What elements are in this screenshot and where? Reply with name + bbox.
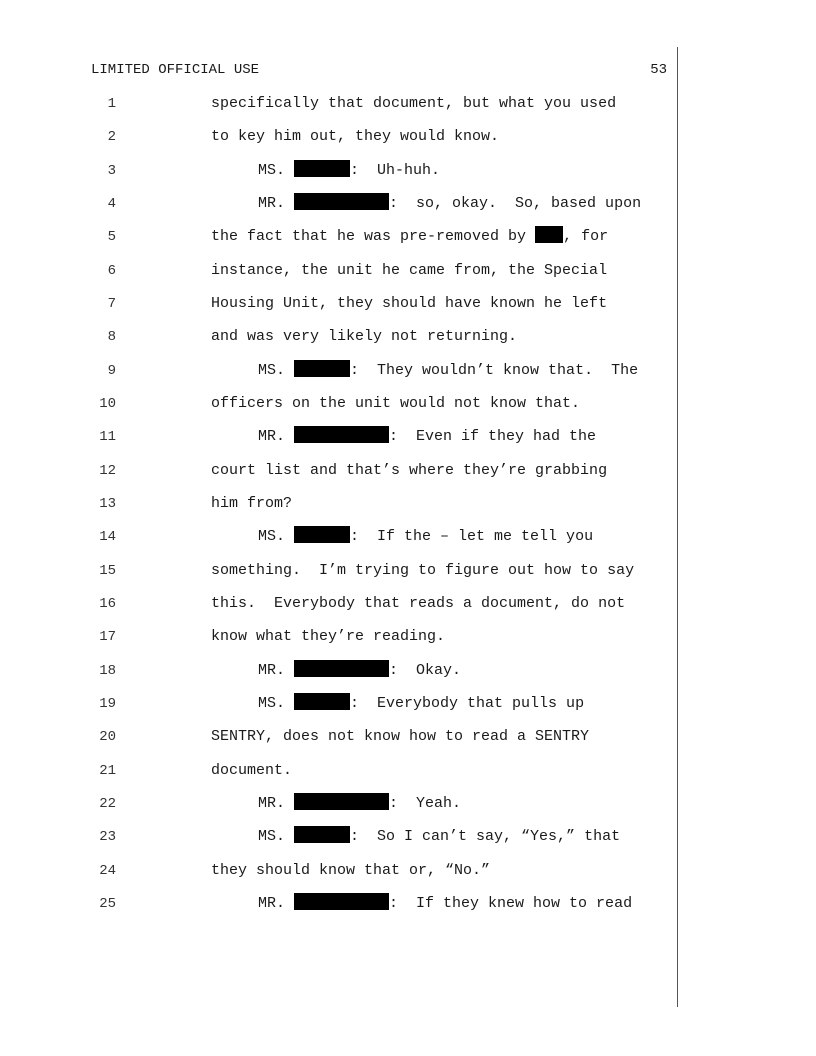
speaker-separator: : xyxy=(389,428,417,445)
line-number: 9 xyxy=(107,363,116,379)
line-number: 19 xyxy=(99,696,116,712)
transcript-line xyxy=(0,326,677,348)
transcript-line xyxy=(0,260,677,282)
speaker-line xyxy=(258,426,596,448)
speaker-separator: : xyxy=(350,528,378,545)
transcript-line xyxy=(0,793,677,815)
speaker-separator: : xyxy=(350,828,378,845)
line-number: 1 xyxy=(107,96,116,112)
classification-header: LIMITED OFFICIAL USE xyxy=(91,62,260,78)
speaker-title: MR. xyxy=(258,795,295,812)
transcript-line xyxy=(0,826,677,848)
transcript-line xyxy=(0,193,677,215)
speaker-title: MS. xyxy=(258,162,295,179)
line-text: If the – let me tell you xyxy=(377,528,594,545)
line-text: document. xyxy=(211,762,293,779)
speaker-title: MR. xyxy=(258,428,295,445)
transcript-line xyxy=(0,693,677,715)
line-number: 2 xyxy=(107,129,116,145)
redaction-box xyxy=(294,793,389,810)
speaker-title: MS. xyxy=(258,528,295,545)
speaker-separator: : xyxy=(350,362,378,379)
line-number: 4 xyxy=(107,196,116,212)
line-text: and was very likely not returning. xyxy=(211,328,518,345)
line-text-with-redaction xyxy=(211,226,608,248)
transcript-line xyxy=(0,360,677,382)
redaction-box xyxy=(294,893,389,910)
transcript-line xyxy=(0,726,677,748)
speaker-separator: : xyxy=(389,895,417,912)
transcript-line xyxy=(0,560,677,582)
line-text: So I can’t say, “Yes,” that xyxy=(377,828,621,845)
line-number: 25 xyxy=(99,896,116,912)
speaker-separator: : xyxy=(389,662,417,679)
speaker-line xyxy=(258,360,638,382)
line-text: Even if they had the xyxy=(416,428,597,445)
line-number: 12 xyxy=(99,463,116,479)
transcript-line xyxy=(0,393,677,415)
line-text: know what they’re reading. xyxy=(211,628,446,645)
line-number: 18 xyxy=(99,663,116,679)
speaker-title: MR. xyxy=(258,195,295,212)
transcript-line xyxy=(0,660,677,682)
speaker-line xyxy=(258,893,632,915)
transcript-line xyxy=(0,626,677,648)
transcript-line xyxy=(0,226,677,248)
speaker-line xyxy=(258,160,440,182)
redaction-box xyxy=(294,360,350,377)
line-number: 20 xyxy=(99,729,116,745)
line-text: this. Everybody that reads a document, do not xyxy=(211,595,626,612)
speaker-line xyxy=(258,793,461,815)
line-text: to key him out, they would know. xyxy=(211,128,500,145)
speaker-line xyxy=(258,526,593,548)
line-number: 5 xyxy=(107,229,116,245)
line-text: Okay. xyxy=(416,662,462,679)
line-text: instance, the unit he came from, the Special xyxy=(211,262,608,279)
line-number: 15 xyxy=(99,563,116,579)
line-text: they should know that or, “No.” xyxy=(211,862,491,879)
line-text: so, okay. So, based upon xyxy=(416,195,642,212)
line-number: 23 xyxy=(99,829,116,845)
redaction-box xyxy=(294,193,389,210)
speaker-separator: : xyxy=(350,695,378,712)
line-text: court list and that’s where they’re grabbing xyxy=(211,462,608,479)
transcript-line xyxy=(0,460,677,482)
line-text: , for xyxy=(563,228,609,245)
line-number: 14 xyxy=(99,529,116,545)
page-number: 53 xyxy=(650,62,667,78)
line-text: Yeah. xyxy=(416,795,462,812)
transcript-line xyxy=(0,93,677,115)
transcript-line xyxy=(0,160,677,182)
line-number: 7 xyxy=(107,296,116,312)
transcript-line xyxy=(0,893,677,915)
speaker-separator: : xyxy=(389,795,417,812)
line-number: 16 xyxy=(99,596,116,612)
transcript-line xyxy=(0,593,677,615)
redaction-box xyxy=(294,693,350,710)
transcript-line xyxy=(0,760,677,782)
transcript-line xyxy=(0,426,677,448)
transcript-line xyxy=(0,860,677,882)
line-number: 17 xyxy=(99,629,116,645)
speaker-title: MS. xyxy=(258,828,295,845)
line-text: something. I’m trying to figure out how to say xyxy=(211,562,635,579)
line-text: Housing Unit, they should have known he left xyxy=(211,295,608,312)
line-text: Uh-huh. xyxy=(377,162,441,179)
speaker-title: MS. xyxy=(258,362,295,379)
line-number: 3 xyxy=(107,163,116,179)
speaker-line xyxy=(258,660,461,682)
line-text: specifically that document, but what you used xyxy=(211,95,617,112)
line-number: 6 xyxy=(107,263,116,279)
transcript-line xyxy=(0,526,677,548)
line-number: 21 xyxy=(99,763,116,779)
speaker-title: MR. xyxy=(258,662,295,679)
line-number: 24 xyxy=(99,863,116,879)
transcript-line xyxy=(0,493,677,515)
redaction-box xyxy=(294,526,350,543)
line-text: They wouldn’t know that. The xyxy=(377,362,639,379)
redaction-box xyxy=(294,160,350,177)
line-text: officers on the unit would not know that. xyxy=(211,395,581,412)
line-text: SENTRY, does not know how to read a SENTRY xyxy=(211,728,590,745)
transcript-line xyxy=(0,293,677,315)
speaker-line xyxy=(258,193,641,215)
line-number: 13 xyxy=(99,496,116,512)
speaker-title: MR. xyxy=(258,895,295,912)
line-number: 11 xyxy=(99,429,116,445)
line-number: 10 xyxy=(99,396,116,412)
line-text: Everybody that pulls up xyxy=(377,695,585,712)
redaction-box xyxy=(294,660,389,677)
line-text: the fact that he was pre-removed by xyxy=(211,228,536,245)
redaction-box xyxy=(294,426,389,443)
line-text: If they knew how to read xyxy=(416,895,633,912)
right-margin-rule xyxy=(677,47,678,1007)
line-number: 8 xyxy=(107,329,116,345)
transcript-line xyxy=(0,126,677,148)
speaker-separator: : xyxy=(389,195,417,212)
line-text: him from? xyxy=(211,495,293,512)
speaker-title: MS. xyxy=(258,695,295,712)
line-number: 22 xyxy=(99,796,116,812)
redaction-box xyxy=(294,826,350,843)
speaker-line xyxy=(258,693,584,715)
speaker-line xyxy=(258,826,620,848)
redaction-box xyxy=(535,226,563,243)
speaker-separator: : xyxy=(350,162,378,179)
